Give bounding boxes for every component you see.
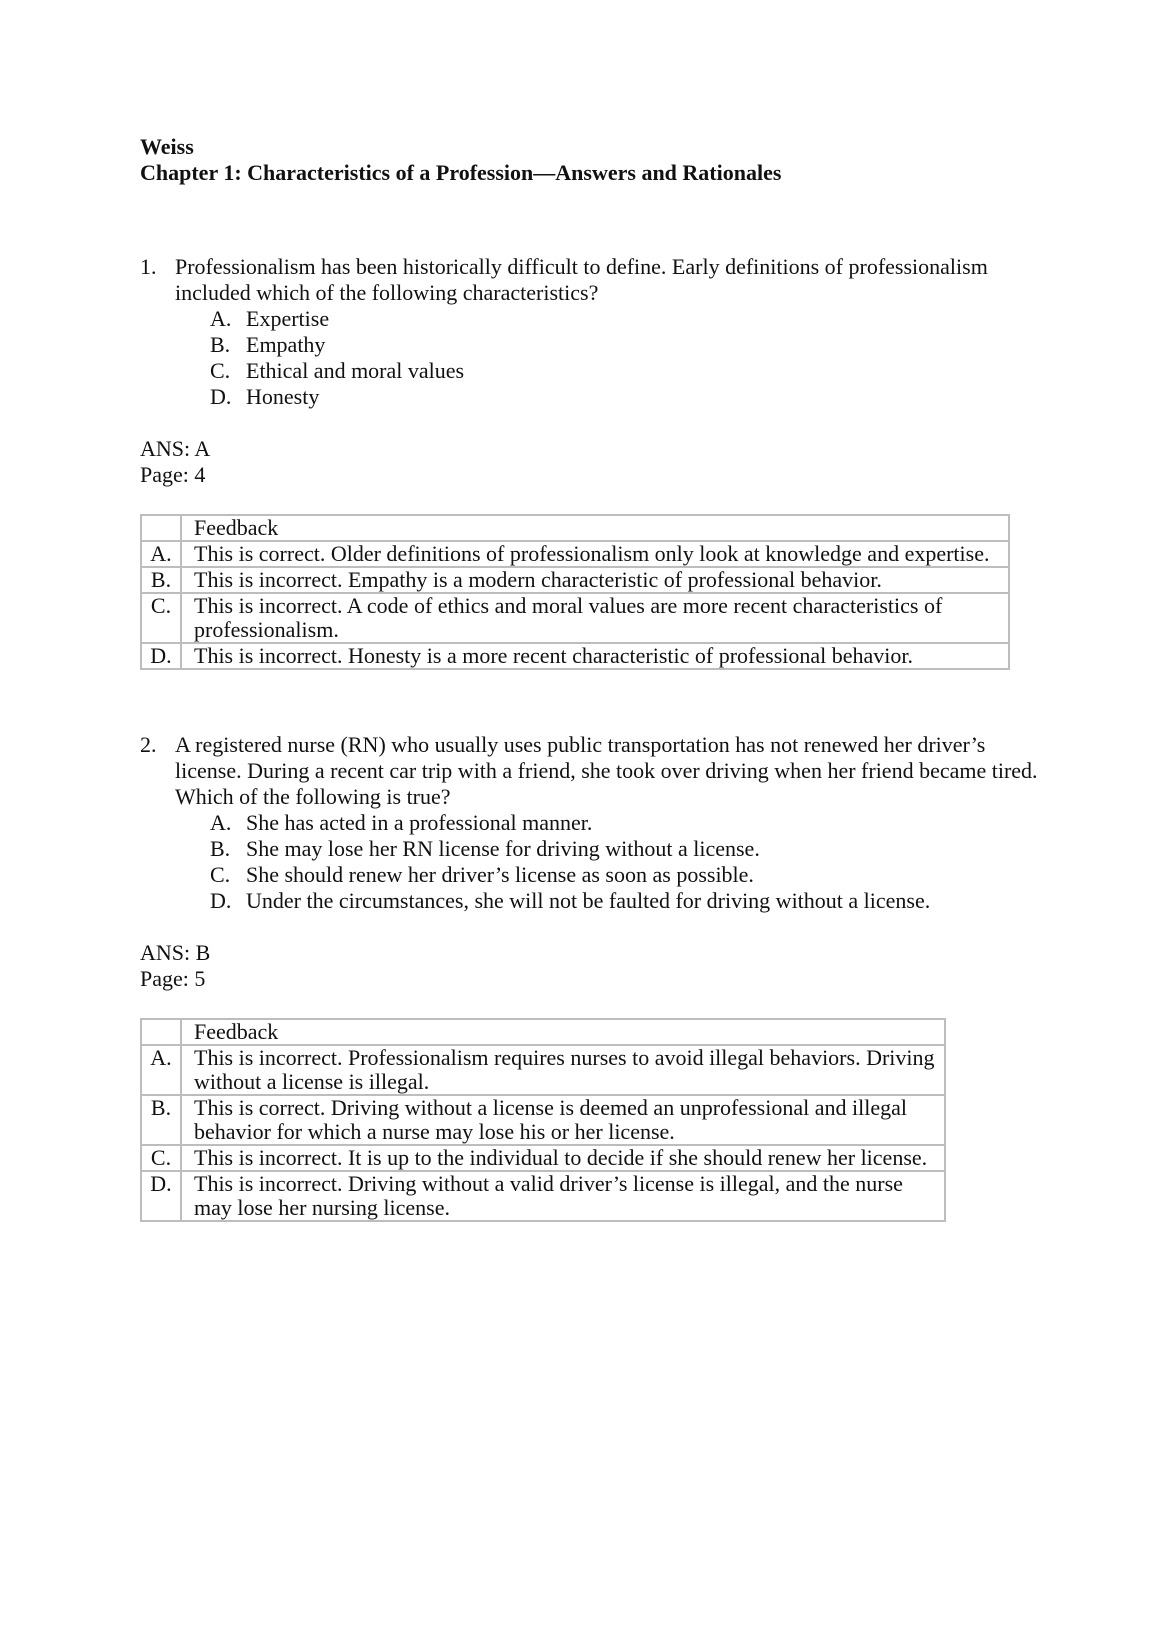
question-number: 2.	[140, 732, 157, 757]
option-item	[210, 384, 1040, 410]
feedback-header: Feedback	[181, 1019, 945, 1045]
option-text: Under the circumstances, she will not be faulted for driving without a license.	[246, 888, 931, 913]
table-row	[141, 1145, 945, 1171]
option-text: She has acted in a professional manner.	[246, 810, 593, 835]
answer-label: ANS: A	[140, 436, 211, 461]
table-corner-cell	[141, 1019, 181, 1045]
feedback-text: This is incorrect. It is up to the individual to decide if she should renew her license.	[181, 1145, 945, 1171]
feedback-letter: A.	[141, 1045, 181, 1095]
question-block	[140, 732, 1040, 1222]
feedback-text: This is incorrect. Honesty is a more recent characteristic of professional behavior.	[181, 643, 1009, 669]
table-corner-cell	[141, 515, 181, 541]
feedback-letter: A.	[141, 541, 181, 567]
option-item	[210, 836, 1040, 862]
table-row	[141, 1045, 945, 1095]
feedback-text: This is incorrect. A code of ethics and moral values are more recent characteristics of professionalism.	[181, 593, 1009, 643]
table-row	[141, 567, 1009, 593]
chapter-title: Chapter 1: Characteristics of a Profession—Answers and Rationales	[140, 160, 782, 185]
table-row	[141, 1095, 945, 1145]
option-text: Honesty	[246, 384, 320, 409]
table-header-row	[141, 1019, 945, 1045]
question-text: A registered nurse (RN) who usually uses public transportation has not renewed her driver’s license. During a recent car trip with a friend, she took over driving when her friend became tired. Which of the following is true?	[175, 732, 1038, 809]
option-text: Ethical and moral values	[246, 358, 465, 383]
option-item	[210, 888, 1040, 914]
feedback-text: This is incorrect. Professionalism requires nurses to avoid illegal behaviors. Driving without a license is illegal.	[181, 1045, 945, 1095]
feedback-letter: D.	[141, 1171, 181, 1221]
feedback-letter: C.	[141, 593, 181, 643]
question-stem	[140, 732, 1040, 810]
answer-meta	[140, 940, 1040, 992]
question-text: Professionalism has been historically difficult to define. Early definitions of professionalism included which of the following characteristics?	[175, 254, 988, 305]
table-row	[141, 541, 1009, 567]
feedback-letter: B.	[141, 567, 181, 593]
table-row	[141, 1171, 945, 1221]
feedback-letter: B.	[141, 1095, 181, 1145]
option-text: Empathy	[246, 332, 326, 357]
option-letter: D.	[210, 888, 232, 913]
options-list	[210, 810, 1040, 914]
question-stem	[140, 254, 1040, 306]
feedback-table	[140, 514, 1010, 670]
table-header-row	[141, 515, 1009, 541]
option-item	[210, 862, 1040, 888]
author-name: Weiss	[140, 134, 194, 159]
feedback-text: This is correct. Older definitions of professionalism only look at knowledge and expertise.	[181, 541, 1009, 567]
option-item	[210, 810, 1040, 836]
feedback-text: This is incorrect. Empathy is a modern characteristic of professional behavior.	[181, 567, 1009, 593]
option-letter: C.	[210, 862, 231, 887]
option-letter: D.	[210, 384, 232, 409]
feedback-table	[140, 1018, 946, 1222]
table-row	[141, 643, 1009, 669]
option-text: Expertise	[246, 306, 330, 331]
feedback-letter: C.	[141, 1145, 181, 1171]
option-letter: B.	[210, 332, 231, 357]
option-letter: C.	[210, 358, 231, 383]
option-letter: B.	[210, 836, 231, 861]
option-text: She may lose her RN license for driving without a license.	[246, 836, 760, 861]
feedback-text: This is incorrect. Driving without a valid driver’s license is illegal, and the nurse may lose her nursing license.	[181, 1171, 945, 1221]
table-row	[141, 593, 1009, 643]
feedback-text: This is correct. Driving without a license is deemed an unprofessional and illegal behavior for which a nurse may lose his or her license.	[181, 1095, 945, 1145]
option-item	[210, 358, 1040, 384]
question-block	[140, 254, 1040, 670]
feedback-letter: D.	[141, 643, 181, 669]
option-item	[210, 332, 1040, 358]
page-reference: Page: 5	[140, 966, 206, 991]
question-number: 1.	[140, 254, 157, 279]
option-letter: A.	[210, 306, 232, 331]
document-header	[140, 134, 1040, 186]
answer-meta	[140, 436, 1040, 488]
document-page	[140, 134, 1040, 1222]
feedback-header: Feedback	[181, 515, 1009, 541]
page-reference: Page: 4	[140, 462, 206, 487]
option-item	[210, 306, 1040, 332]
options-list	[210, 306, 1040, 410]
option-text: She should renew her driver’s license as soon as possible.	[246, 862, 754, 887]
answer-label: ANS: B	[140, 940, 211, 965]
option-letter: A.	[210, 810, 232, 835]
